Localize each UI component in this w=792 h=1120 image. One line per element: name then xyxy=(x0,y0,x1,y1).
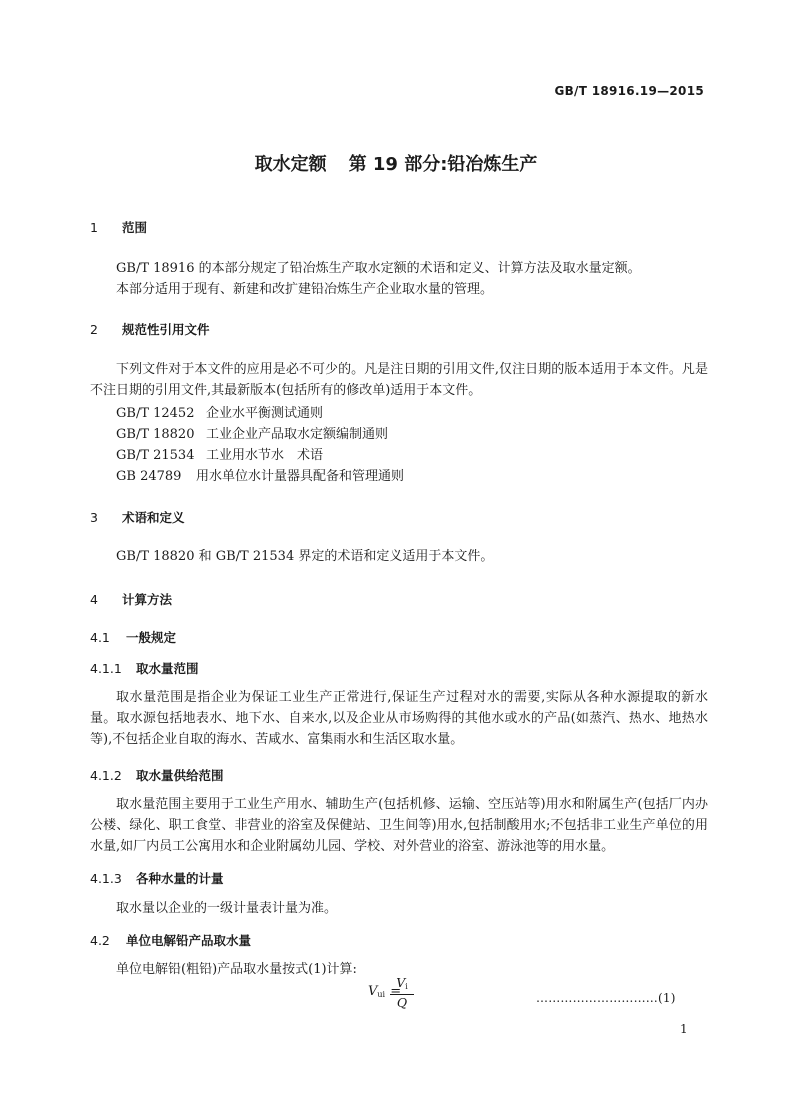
subsection-4-2-paragraph: 单位电解铅(粗铅)产品取水量按式(1)计算: xyxy=(116,962,357,977)
formula-lhs: $V_{ui}$ xyxy=(368,984,386,999)
reference-title: 工业企业产品取水定额编制通则 xyxy=(206,427,389,442)
reference-item xyxy=(116,423,388,442)
section-1-paragraph-1: GB/T 18916 的本部分规定了铅冶炼生产取水定额的术语和定义、计算方法及取水量定额。 xyxy=(116,261,641,276)
reference-code: GB/T 12452 xyxy=(116,406,195,421)
reference-item xyxy=(116,465,404,484)
formula-fraction xyxy=(390,976,414,1010)
title-part2: 第 19 部分:铅冶炼生产 xyxy=(348,154,538,175)
reference-code: GB 24789 xyxy=(116,469,182,484)
section-3-heading xyxy=(90,508,185,526)
formula-denominator: Q xyxy=(396,995,408,1010)
section-title: 范围 xyxy=(122,220,148,235)
formula-numerator: $V_i$ xyxy=(390,976,414,995)
section-2-heading xyxy=(90,320,210,338)
section-title: 规范性引用文件 xyxy=(122,322,210,337)
section-title: 术语和定义 xyxy=(122,510,185,525)
subsection-title: 单位电解铅产品取水量 xyxy=(126,933,252,948)
subsection-4-1-3-heading xyxy=(90,869,224,887)
title-part1: 取水定额 xyxy=(254,154,327,175)
subsection-4-1-heading xyxy=(90,628,176,646)
subsection-4-1-2-heading xyxy=(90,766,224,784)
subsection-4-2-heading xyxy=(90,931,251,949)
subsection-4-1-1-paragraph: 取水量范围是指企业为保证工业生产正常进行,保证生产过程对水的需要,实际从各种水源提取的新水量。取水源包括地表水、地下水、自来水,以及企业从市场购得的其他水或水的产品(如蒸汽、热水、地热水等),不包括企业自取的海水、苦咸水、富集雨水和生活区取水量。 xyxy=(90,690,708,747)
formula-equals: = xyxy=(390,984,402,999)
reference-title: 用水单位水计量器具配备和管理通则 xyxy=(196,469,405,484)
section-2-intro: 下列文件对于本文件的应用是必不可少的。凡是注日期的引用文件,仅注日期的版本适用于本文件。凡是不注日期的引用文件,其最新版本(包括所有的修改单)适用于本文件。 xyxy=(90,362,708,398)
formula xyxy=(368,975,408,1010)
document-title xyxy=(0,150,792,176)
formula-lhs-subscript: ui xyxy=(377,990,386,999)
section-1-paragraph-2: 本部分适用于现有、新建和改扩建铅冶炼生产企业取水量的管理。 xyxy=(116,282,494,297)
section-1-heading xyxy=(90,218,147,236)
section-3-paragraph: GB/T 18820 和 GB/T 21534 界定的术语和定义适用于本文件。 xyxy=(116,549,494,564)
subsection-number: 4.1.3 xyxy=(90,871,122,886)
subsection-number: 4.2 xyxy=(90,933,110,948)
subsection-title: 各种水量的计量 xyxy=(136,871,224,886)
reference-title: 工业用水节水 术语 xyxy=(206,448,324,463)
section-4-heading xyxy=(90,590,172,608)
equation-number: …………………………(1) xyxy=(536,991,676,1005)
subsection-4-1-2-paragraph: 取水量范围主要用于工业生产用水、辅助生产(包括机修、运输、空压站等)用水和附属生产(包括厂内办公楼、绿化、职工食堂、非营业的浴室及保健站、卫生间等)用水,包括制酸用水;不包括非工业生产单位的用水量,如厂内员工公寓用水和企业附属幼儿园、学校、对外营业的浴室、游泳池等的用水量。 xyxy=(90,797,708,854)
subsection-title: 一般规定 xyxy=(126,630,177,645)
reference-code: GB/T 18820 xyxy=(116,427,195,442)
section-number: 2 xyxy=(90,322,98,337)
reference-item xyxy=(116,444,323,463)
subsection-number: 4.1 xyxy=(90,630,110,645)
reference-item xyxy=(116,402,323,421)
reference-title: 企业水平衡测试通则 xyxy=(206,406,324,421)
reference-code: GB/T 21534 xyxy=(116,448,195,463)
section-number: 4 xyxy=(90,592,98,607)
section-title: 计算方法 xyxy=(122,592,173,607)
subsection-title: 取水量供给范围 xyxy=(136,768,224,783)
subsection-4-1-1-heading xyxy=(90,659,199,677)
subsection-4-1-3-paragraph: 取水量以企业的一级计量表计量为准。 xyxy=(116,901,338,916)
section-number: 1 xyxy=(90,220,98,235)
page-number: 1 xyxy=(680,1022,688,1036)
subsection-title: 取水量范围 xyxy=(136,661,199,676)
standard-number: GB/T 18916.19—2015 xyxy=(554,84,704,98)
subsection-number: 4.1.2 xyxy=(90,768,122,783)
subsection-number: 4.1.1 xyxy=(90,661,122,676)
section-number: 3 xyxy=(90,510,98,525)
